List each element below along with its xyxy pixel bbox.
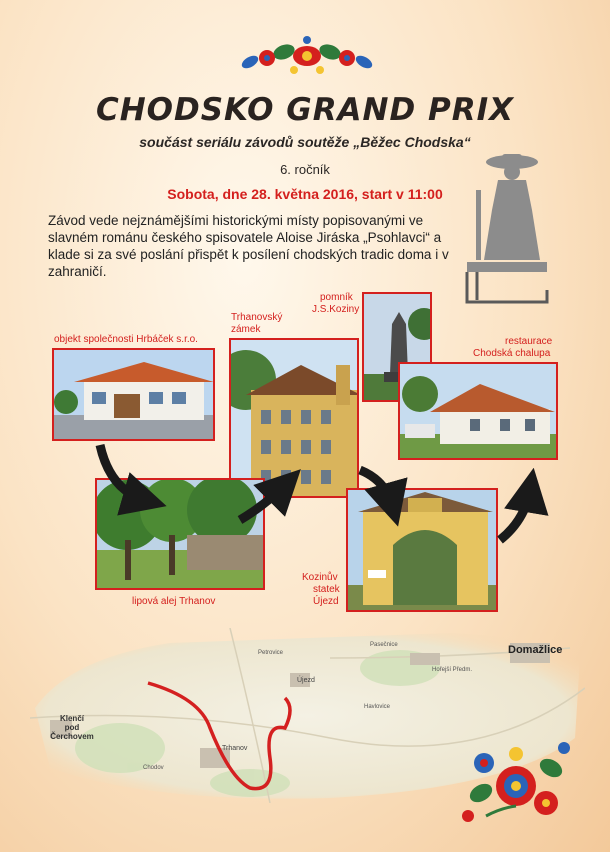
map-label-horejsi: Hořejší Předm. xyxy=(432,667,473,673)
caption-statek-1: Kozinův xyxy=(302,572,338,583)
map-label-ujezd: Újezd xyxy=(297,677,315,684)
caption-zamek-2: zámek xyxy=(231,324,261,335)
caption-pomnik-2: J.S.Koziny xyxy=(312,304,360,315)
arrow-2 xyxy=(240,485,285,520)
map-label-pasecnice: Pasečnice xyxy=(370,642,398,648)
folk-flower-ornament-icon xyxy=(456,738,576,828)
map-label-klenci-1: Klenčí xyxy=(59,714,84,723)
caption-zamek-1: Trhanovský xyxy=(231,312,283,323)
subtitle: součást seriálu závodů soutěže „Běžec Chodska“ xyxy=(139,134,471,150)
map-label-klenci xyxy=(42,714,102,741)
caption-pomnik-1: pomník xyxy=(320,292,353,303)
map-label-trhanov: Trhanov xyxy=(222,745,248,752)
arrow-3 xyxy=(360,470,392,505)
arrow-1 xyxy=(100,445,145,500)
map-label-petrovice: Petrovice xyxy=(258,650,284,656)
description: Závod vede nejznámějšími historickými místy popisovanými ve slavném románu českého spisovatele Aloise Jiráska „Psohlavci“ a klade si za své poslání přispět k posílení chodských tradic doma i v zahraničí. xyxy=(48,213,449,279)
caption-restaurace-2: Chodská chalupa xyxy=(473,348,551,359)
caption-statek-3: Újezd xyxy=(313,596,339,607)
edition: 6. ročník xyxy=(280,162,330,177)
map-label-chodov: Chodov xyxy=(143,765,164,771)
arrow-4 xyxy=(500,490,530,540)
caption-alej: lipová alej Trhanov xyxy=(132,596,216,607)
map-label-havlovice: Havlovice xyxy=(364,704,391,710)
page-title: CHODSKO GRAND PRIX xyxy=(95,92,515,128)
caption-statek-2: statek xyxy=(313,584,340,595)
date-line: Sobota, dne 28. května 2016, start v 11:00 xyxy=(167,186,443,202)
map-label-domazlice: Domažlice xyxy=(508,644,563,656)
map-label-klenci-2: pod Čerchovem xyxy=(50,723,94,741)
caption-hrbacek: objekt společnosti Hrbáček s.r.o. xyxy=(54,334,198,345)
caption-restaurace-1: restaurace xyxy=(505,336,553,347)
